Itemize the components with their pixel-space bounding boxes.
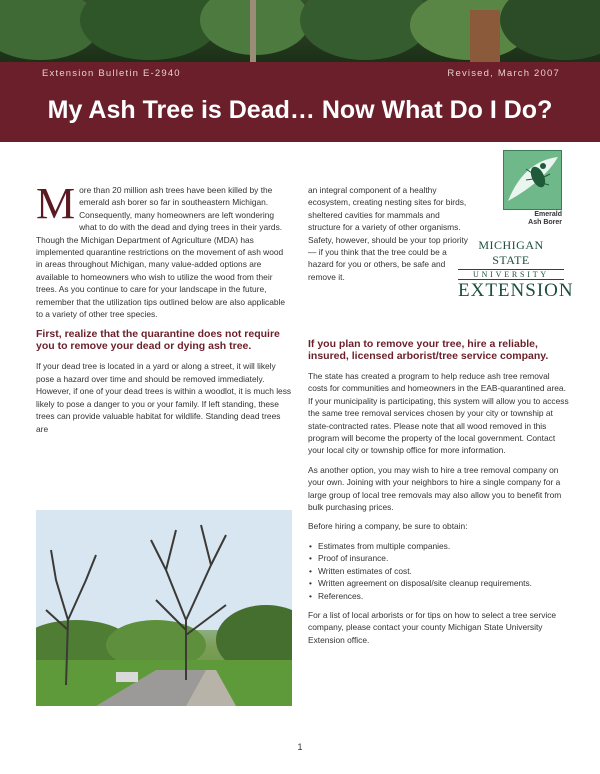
list-item: • Estimates from multiple companies. xyxy=(318,540,570,552)
list-item: • Proof of insurance. xyxy=(318,552,570,564)
msu-logo-line1: MICHIGAN STATE xyxy=(478,238,544,267)
section1-paragraph: If your dead tree is located in a yard or along a street, it will likely pose a hazard over time and should be removed immediately. However, if one of your dead trees is within a woodlot, it is much less likely to pose a danger to you or your family. If left standing, these trees can provide valuable habitat for wildlife. Standing dead trees are xyxy=(36,361,292,434)
tree-photo-illustration xyxy=(36,510,292,706)
emerald-ash-borer-logo xyxy=(503,150,562,210)
header-photo xyxy=(0,0,600,62)
column-left xyxy=(36,179,292,442)
msu-logo-line2: UNIVERSITY xyxy=(458,269,564,280)
column-right xyxy=(308,338,570,653)
drop-cap: M xyxy=(36,179,76,228)
hire-company-paragraph: As another option, you may wish to hire a tree removal company on your own. Joining with your neighbors to hire a single company for a large group of local tree removals may also allow you to benefit from bulk purchasing prices. xyxy=(308,464,562,513)
bulletin-number: Extension Bulletin E-2940 xyxy=(42,68,181,79)
beetle-icon xyxy=(504,151,561,209)
msu-extension-logo xyxy=(458,238,574,301)
list-item: • Written agreement on disposal/site cleanup requirements. xyxy=(318,577,570,589)
list-item: • References. xyxy=(318,590,570,602)
section2-heading: If you plan to remove your tree, hire a reliable, insured, licensed arborist/tree service company. xyxy=(308,338,549,362)
before-hiring-paragraph: Before hiring a company, be sure to obtain: xyxy=(308,521,468,532)
contact-paragraph: For a list of local arborists or for tips on how to select a tree service company, please contact your county Michigan State University Extension office. xyxy=(308,609,557,645)
msu-logo-line3: EXTENSION xyxy=(458,280,574,301)
dead-ash-tree-photo xyxy=(36,510,292,706)
page-title: My Ash Tree is Dead… Now What Do I Do? xyxy=(47,96,553,124)
title-bar xyxy=(0,62,600,142)
habitat-paragraph: an integral component of a healthy ecosystem, creating nesting sites for birds, sheltered cavities for mammals and structure for a variety of other organisms. Safety, however, should be your top priority — if you think that the tree could be a hazard for you or others, be safe and remove it. xyxy=(308,185,468,282)
revision-date: Revised, March 2007 xyxy=(447,68,560,79)
logo-caption: Emerald Ash Borer xyxy=(528,211,562,226)
section1-heading: First, realize that the quarantine does not require you to remove your dead or dying ash tree. xyxy=(36,328,280,353)
state-program-paragraph: The state has created a program to help reduce ash tree removal costs for communities and homeowners in the EAB-quarantined area. If your municipality is participating, this system will allow you to access the same tree removal services chosen by your city or township at state-contracted rates. Please note that all wood removed in this program will become the property of the local government. Contact your local city or township office for more information. xyxy=(308,371,569,456)
column-right-top xyxy=(308,184,470,290)
list-item: • Written estimates of cost. xyxy=(318,565,570,577)
hiring-checklist xyxy=(308,540,570,602)
page-number: 1 xyxy=(297,742,303,752)
intro-paragraph: More than 20 million ash trees have been killed by the emerald ash borer so far in southeastern Michigan. Consequently, many homeowners are left wondering what to do with the dead and dying trees in their yards. Though the Michigan Department of Agriculture (MDA) has implemented quarantine restrictions on the movement of ash wood in areas throughout Michigan, many value-added options are available to homeowners who wish to utilize the wood from their trees. As you continue to care for your landscape in the future, remember that the utilization tips outlined below are also applicable to a variety of other tree species. xyxy=(36,179,286,320)
